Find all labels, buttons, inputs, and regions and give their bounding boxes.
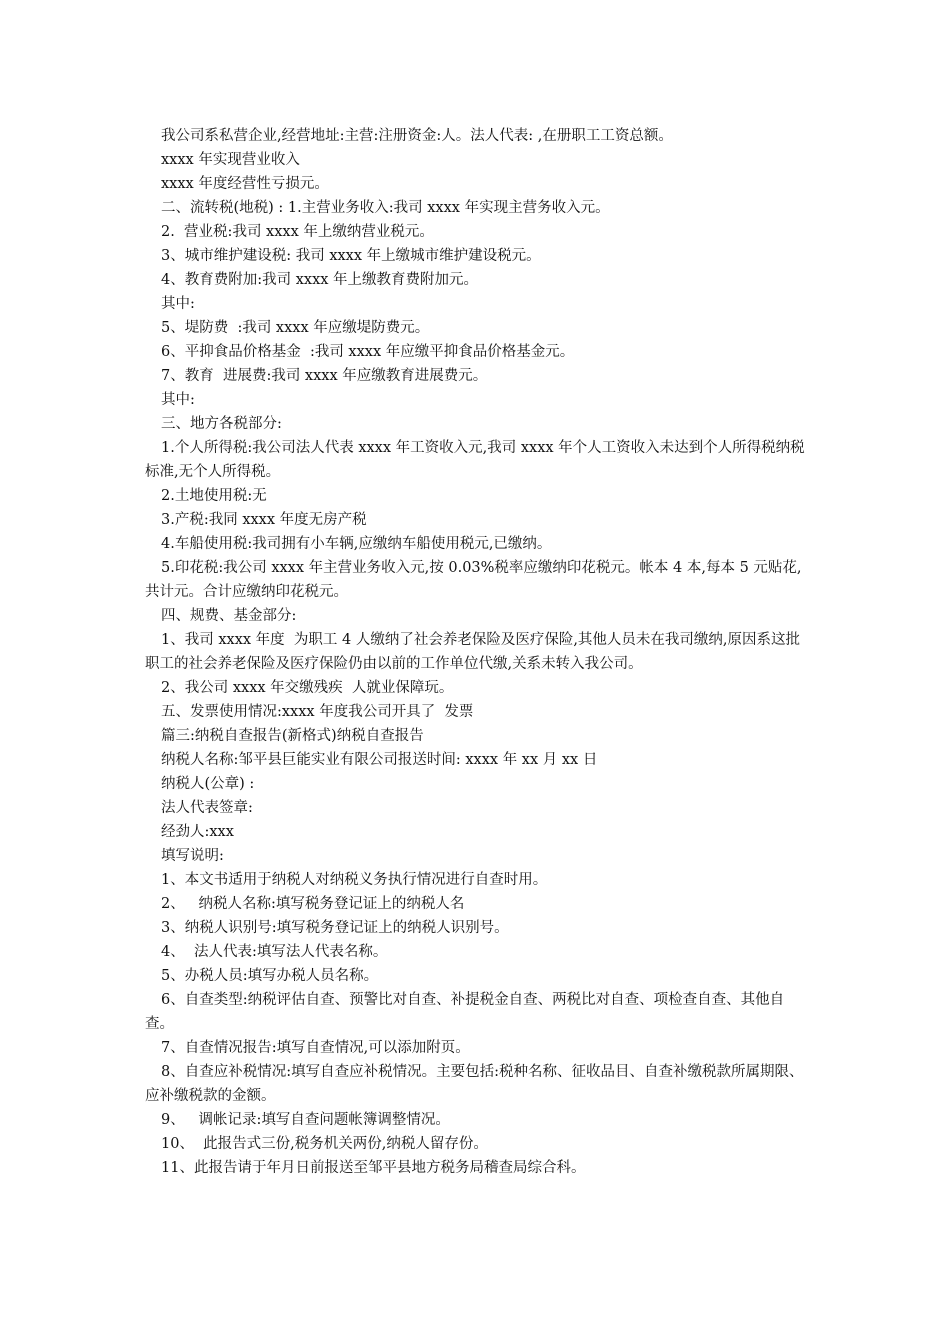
paragraph: 5、堤防费 :我司 xxxx 年应缴堤防费元。 (161, 320, 430, 336)
paragraph: 2.土地使用税:无 (161, 488, 267, 504)
paragraph: 6、自查类型:纳税评估自查、预警比对自查、补提税金自查、两税比对自查、项检查自查、其他自查。 (145, 992, 785, 1032)
paragraph: 3、纳税人识别号:填写税务登记证上的纳税人识别号。 (161, 920, 509, 936)
paragraph: 1、本文书适用于纳税人对纳税义务执行情况进行自查时用。 (161, 872, 548, 888)
paragraph: 10、 此报告式三份,税务机关两份,纳税人留存份。 (161, 1136, 488, 1152)
paragraph: 3、城市维护建设税: 我司 xxxx 年上缴城市维护建设税元。 (161, 248, 541, 264)
paragraph: 7、自查情况报告:填写自查情况,可以添加附页。 (161, 1040, 470, 1056)
paragraph: xxxx 年度经营性亏损元。 (161, 176, 329, 192)
paragraph: 经劲人:xxx (161, 824, 234, 840)
section-heading: 二、流转税(地税) : 1.主营业务收入:我司 xxxx 年实现主营务收入元。 (161, 200, 610, 216)
paragraph: 我公司系私营企业,经营地址:主营:注册资金:人。法人代表: ,在册职工工资总额。 (161, 128, 673, 144)
paragraph: 9、 调帐记录:填写自查问题帐簿调整情况。 (161, 1112, 450, 1128)
paragraph: 2. 营业税:我司 xxxx 年上缴纳营业税元。 (161, 224, 434, 240)
paragraph: 7、教育 进展费:我司 xxxx 年应缴教育进展费元。 (161, 368, 488, 384)
section-heading: 三、地方各税部分: (161, 416, 282, 432)
paragraph: 2、我公司 xxxx 年交缴残疾 人就业保障玩。 (161, 680, 454, 696)
paragraph: 法人代表签章: (161, 800, 253, 816)
paragraph: 填写说明: (161, 848, 224, 864)
section-heading: 篇三:纳税自查报告(新格式)纳税自查报告 (161, 728, 424, 744)
paragraph: 3.产税:我同 xxxx 年度无房产税 (161, 512, 367, 528)
section-heading: 五、发票使用情况:xxxx 年度我公司开具了 发票 (161, 704, 474, 720)
paragraph: 其中: (161, 392, 195, 408)
paragraph: 5.印花税:我公司 xxxx 年主营业务收入元,按 0.03%税率应缴纳印花税元。帐本 4 本,每本 5 元贴花,共计元。合计应缴纳印花税元。 (145, 560, 802, 600)
paragraph: 4、 法人代表:填写法人代表名称。 (161, 944, 388, 960)
paragraph: 6、平抑食品价格基金 :我司 xxxx 年应缴平抑食品价格基金元。 (161, 344, 575, 360)
paragraph: 4、教育费附加:我司 xxxx 年上缴教育费附加元。 (161, 272, 479, 288)
paragraph: 1、我司 xxxx 年度 为职工 4 人缴纳了社会养老保险及医疗保险,其他人员未在我司缴纳,原因系这批职工的社会养老保险及医疗保险仍由以前的工作单位代缴,关系未转入我公司。 (145, 632, 801, 672)
paragraph: 8、自查应补税情况:填写自查应补税情况。主要包括:税种名称、征收品目、自查补缴税款所属期限、应补缴税款的金额。 (145, 1064, 804, 1104)
document-body (145, 124, 810, 1180)
paragraph: 5、办税人员:填写办税人员名称。 (161, 968, 379, 984)
paragraph: 其中: (161, 296, 195, 312)
paragraph: 1.个人所得税:我公司法人代表 xxxx 年工资收入元,我司 xxxx 年个人工资收入未达到个人所得税纳税标准,无个人所得税。 (145, 440, 805, 480)
paragraph: xxxx 年实现营业收入 (161, 152, 300, 168)
section-heading: 四、规费、基金部分: (161, 608, 297, 624)
paragraph: 纳税人(公章) : (161, 776, 255, 792)
paragraph: 11、此报告请于年月日前报送至邹平县地方税务局稽查局综合科。 (161, 1160, 586, 1176)
paragraph: 4.车船使用税:我司拥有小车辆,应缴纳车船使用税元,已缴纳。 (161, 536, 552, 552)
paragraph: 2、 纳税人名称:填写税务登记证上的纳税人名 (161, 896, 465, 912)
paragraph: 纳税人名称:邹平县巨能实业有限公司报送时间: xxxx 年 xx 月 xx 日 (161, 752, 598, 768)
